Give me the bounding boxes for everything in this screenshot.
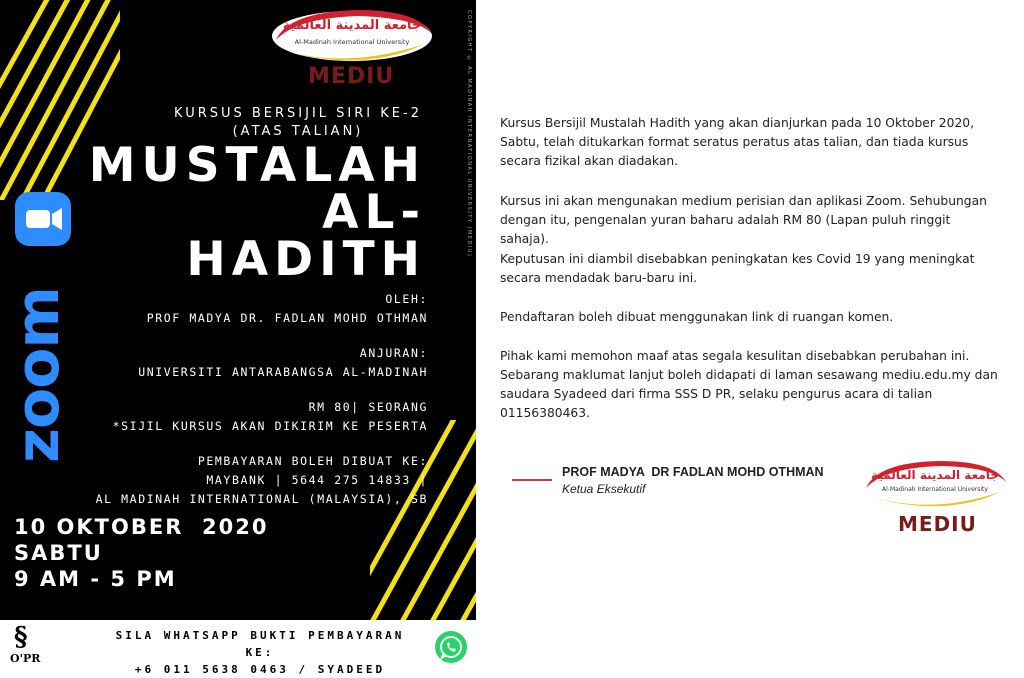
- sss-logo-text: O'PR: [10, 652, 41, 665]
- logo-arabic-text: جامعة المدينة العالمية: [282, 18, 422, 33]
- logo-acronym: MEDIU: [898, 512, 977, 536]
- signature-divider: [512, 479, 552, 481]
- oleh-label: OLEH:: [385, 292, 428, 306]
- payment-label: PEMBAYARAN BOLEH DIBUAT KE:: [197, 454, 428, 468]
- course-series: KURSUS BERSIJIL SIRI KE-2: [174, 106, 422, 121]
- notice-paragraph: Kursus Bersijil Mustalah Hadith yang akan dianjurkan pada 10 Oktober 2020, Sabtu, telah ditukarkan format seratus peratus atas talian, dan tiada kursus secara fizikal akan diadakan.: [500, 116, 974, 168]
- whatsapp-instructions: [100, 627, 420, 678]
- account-holder: AL MADINAH INTERNATIONAL (MALAYSIA), SB: [95, 492, 428, 506]
- zoom-wordmark: zoom: [3, 287, 73, 463]
- notice-paragraph: Pihak kami memohon maaf atas segala kesulitan disebabkan perubahan ini. Sebarang maklumat lanjut boleh didapati di laman sesawang mediu.edu.my dan saudara Syadeed dari firma SSS D PR, selaku pengurus acara di talian 01156380463.: [500, 349, 998, 420]
- logo-arabic-text: جامعة المدينة العالمية: [871, 468, 999, 482]
- whatsapp-line-1: SILA WHATSAPP BUKTI PEMBAYARAN: [115, 629, 405, 642]
- whatsapp-line-3: +6 011 5638 0463 / SYADEED: [134, 663, 386, 676]
- logo-swoosh-icon: [860, 458, 1010, 510]
- mediu-logo-footer: [860, 458, 1010, 540]
- logo-acronym: MEDIU: [308, 64, 395, 89]
- anjuran-label: ANJURAN:: [359, 346, 428, 360]
- mediu-logo: [268, 6, 436, 64]
- sss-monogram-icon: §: [14, 622, 28, 652]
- logo-swoosh-icon: [268, 6, 436, 64]
- poster-footer: [0, 620, 476, 676]
- event-datetime: [14, 514, 268, 592]
- notice-paragraph: Kursus ini akan mengunakan medium perisian dan aplikasi Zoom. Sehubungan dengan itu, pengenalan yuran baharu adalah RM 80 (Lapan puluh ringgit sahaja).: [500, 194, 987, 246]
- organizer-name: UNIVERSITI ANTARABANGSA AL-MADINAH: [138, 365, 428, 379]
- copyright-notice: COPYRIGHT © AL MADINAH INTERNATIONAL UNIVERSITY (MEDIU): [466, 10, 472, 258]
- certificate-note: *SIJIL KURSUS AKAN DIKIRIM KE PESERTA: [112, 419, 428, 433]
- signatory-name: PROF MADYA DR FADLAN MOHD OTHMAN: [562, 465, 824, 479]
- logo-english-text: Al-Madinah International University: [294, 38, 410, 46]
- event-date: 10 OKTOBER 2020: [14, 515, 269, 539]
- whatsapp-line-2: KE:: [245, 646, 275, 659]
- course-subtitle: [168, 105, 428, 141]
- notice-paragraph: Pendaftaran boleh dibuat menggunakan link di ruangan komen.: [500, 310, 894, 324]
- signatory-role: Ketua Eksekutif: [562, 482, 646, 496]
- event-time: 9 AM - 5 PM: [14, 567, 177, 591]
- course-fee: RM 80| SEORANG: [308, 400, 428, 414]
- logo-english-text: Al-Madinah International University: [882, 486, 988, 493]
- announcement-notice: [476, 0, 1024, 671]
- sss-dpr-logo: [8, 622, 50, 670]
- event-day: SABTU: [14, 541, 103, 565]
- speaker-name: PROF MADYA DR. FADLAN MOHD OTHMAN: [146, 311, 428, 325]
- bank-account: MAYBANK | 5644 275 14833 |: [206, 473, 428, 487]
- course-title: [88, 138, 426, 287]
- notice-paragraph: Keputusan ini diambil disebabkan peningkatan kes Covid 19 yang meningkat secara mendadak baru-baru ini.: [500, 252, 975, 285]
- title-line-1: MUSTALAH: [88, 138, 426, 193]
- title-line-3: HADITH: [186, 232, 426, 287]
- whatsapp-icon: [434, 630, 468, 664]
- zoom-logo: [0, 190, 80, 480]
- event-poster: [0, 0, 476, 620]
- course-mode: (ATAS TALIAN): [232, 124, 364, 139]
- title-line-2: AL-: [322, 185, 426, 240]
